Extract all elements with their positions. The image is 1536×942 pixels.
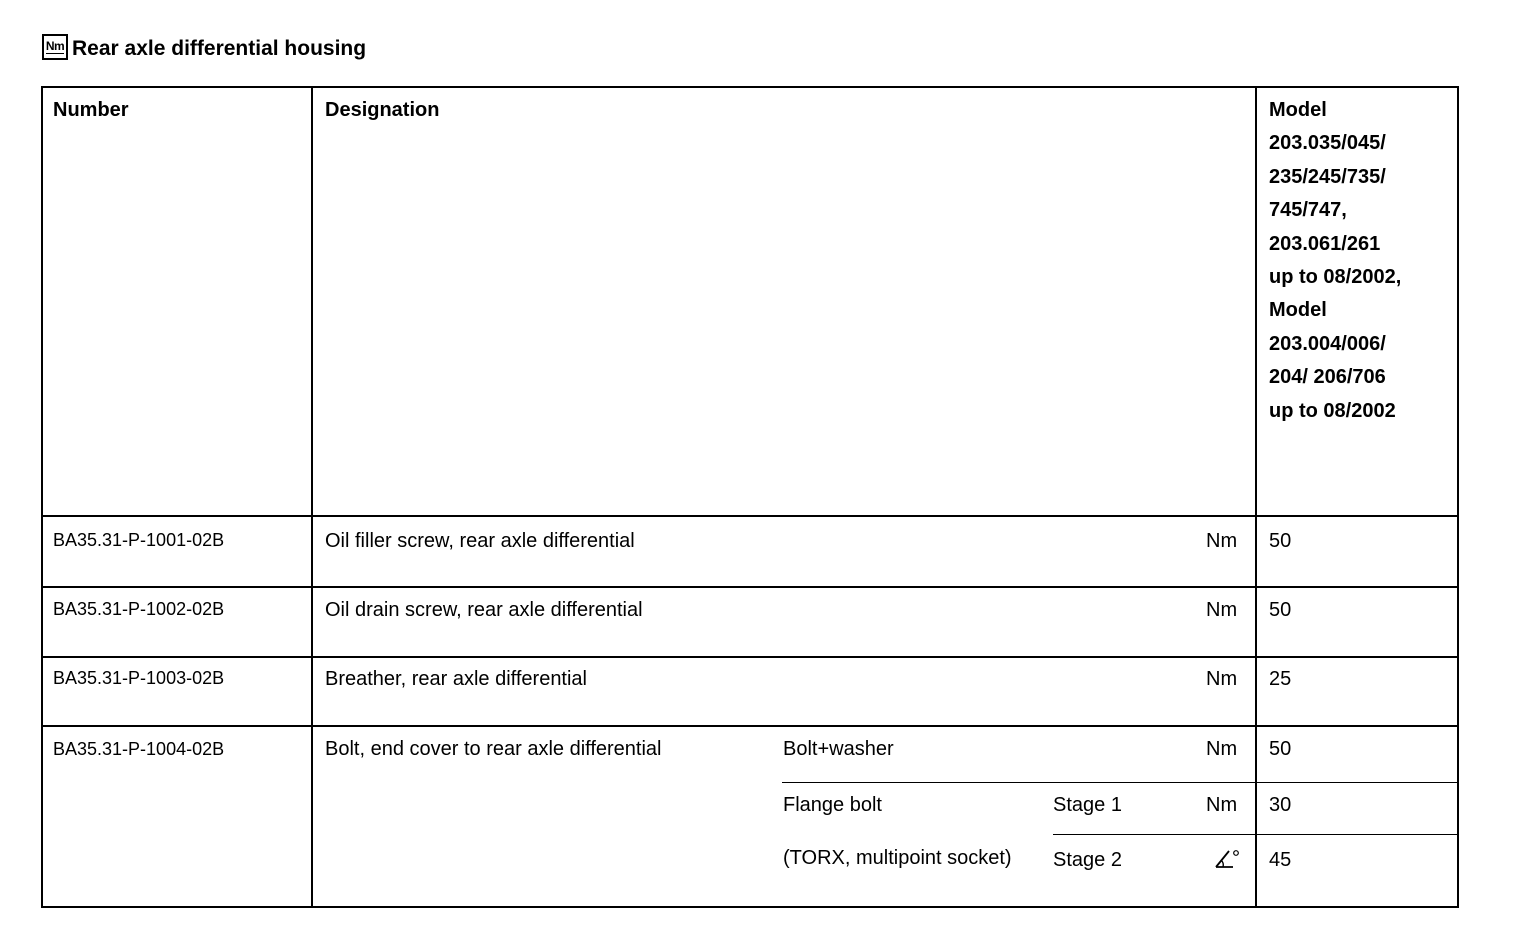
subrow-label: Flange bolt	[783, 794, 882, 816]
row-unit: Nm	[1206, 530, 1238, 552]
torque-table	[41, 86, 1459, 908]
subrow-stage: Stage 1	[1053, 794, 1122, 816]
row-designation: Oil drain screw, rear axle differential	[325, 599, 643, 621]
subrow-value: 30	[1269, 794, 1292, 816]
column-divider	[1255, 88, 1257, 906]
subrow-stage: Stage 2	[1053, 849, 1122, 871]
row-number: BA35.31-P-1004-02B	[53, 739, 225, 759]
row-designation: Bolt, end cover to rear axle differential	[325, 738, 662, 760]
subrow-unit: Nm	[1206, 738, 1238, 760]
row-number: BA35.31-P-1001-02B	[53, 530, 225, 550]
header-model: Model 203.035/045/ 235/245/735/ 745/747, 203.061/261 up to 08/2002, Model 203.004/006/ 204/ 206/706 up to 08/2002	[1269, 99, 1402, 422]
row-value: 50	[1269, 530, 1292, 552]
section-header	[42, 34, 366, 62]
subrow-value: 45	[1269, 849, 1292, 871]
torque-nm-icon: Nm	[42, 34, 68, 60]
row-number: BA35.31-P-1002-02B	[53, 599, 225, 619]
row-divider	[43, 725, 1457, 727]
section-title: Rear axle differential housing	[72, 37, 367, 60]
row-designation: Oil filler screw, rear axle differential	[325, 530, 635, 552]
row-number: BA35.31-P-1003-02B	[53, 668, 225, 688]
row-divider	[43, 656, 1457, 658]
subrow-label: (TORX, multipoint socket)	[783, 847, 1012, 869]
angle-degree-icon	[1213, 848, 1241, 872]
column-divider	[311, 88, 313, 906]
row-divider	[43, 586, 1457, 588]
row-unit: Nm	[1206, 668, 1238, 690]
subrow-divider	[1053, 834, 1457, 835]
row-divider	[43, 515, 1457, 517]
row-value: 50	[1269, 599, 1292, 621]
header-designation: Designation	[325, 99, 440, 121]
subrow-divider	[782, 782, 1457, 783]
subrow-label: Bolt+washer	[783, 738, 894, 760]
row-designation: Breather, rear axle differential	[325, 668, 588, 690]
header-number: Number	[53, 99, 129, 121]
subrow-unit: Nm	[1206, 794, 1238, 816]
subrow-value: 50	[1269, 738, 1292, 760]
row-value: 25	[1269, 668, 1292, 690]
row-unit: Nm	[1206, 599, 1238, 621]
